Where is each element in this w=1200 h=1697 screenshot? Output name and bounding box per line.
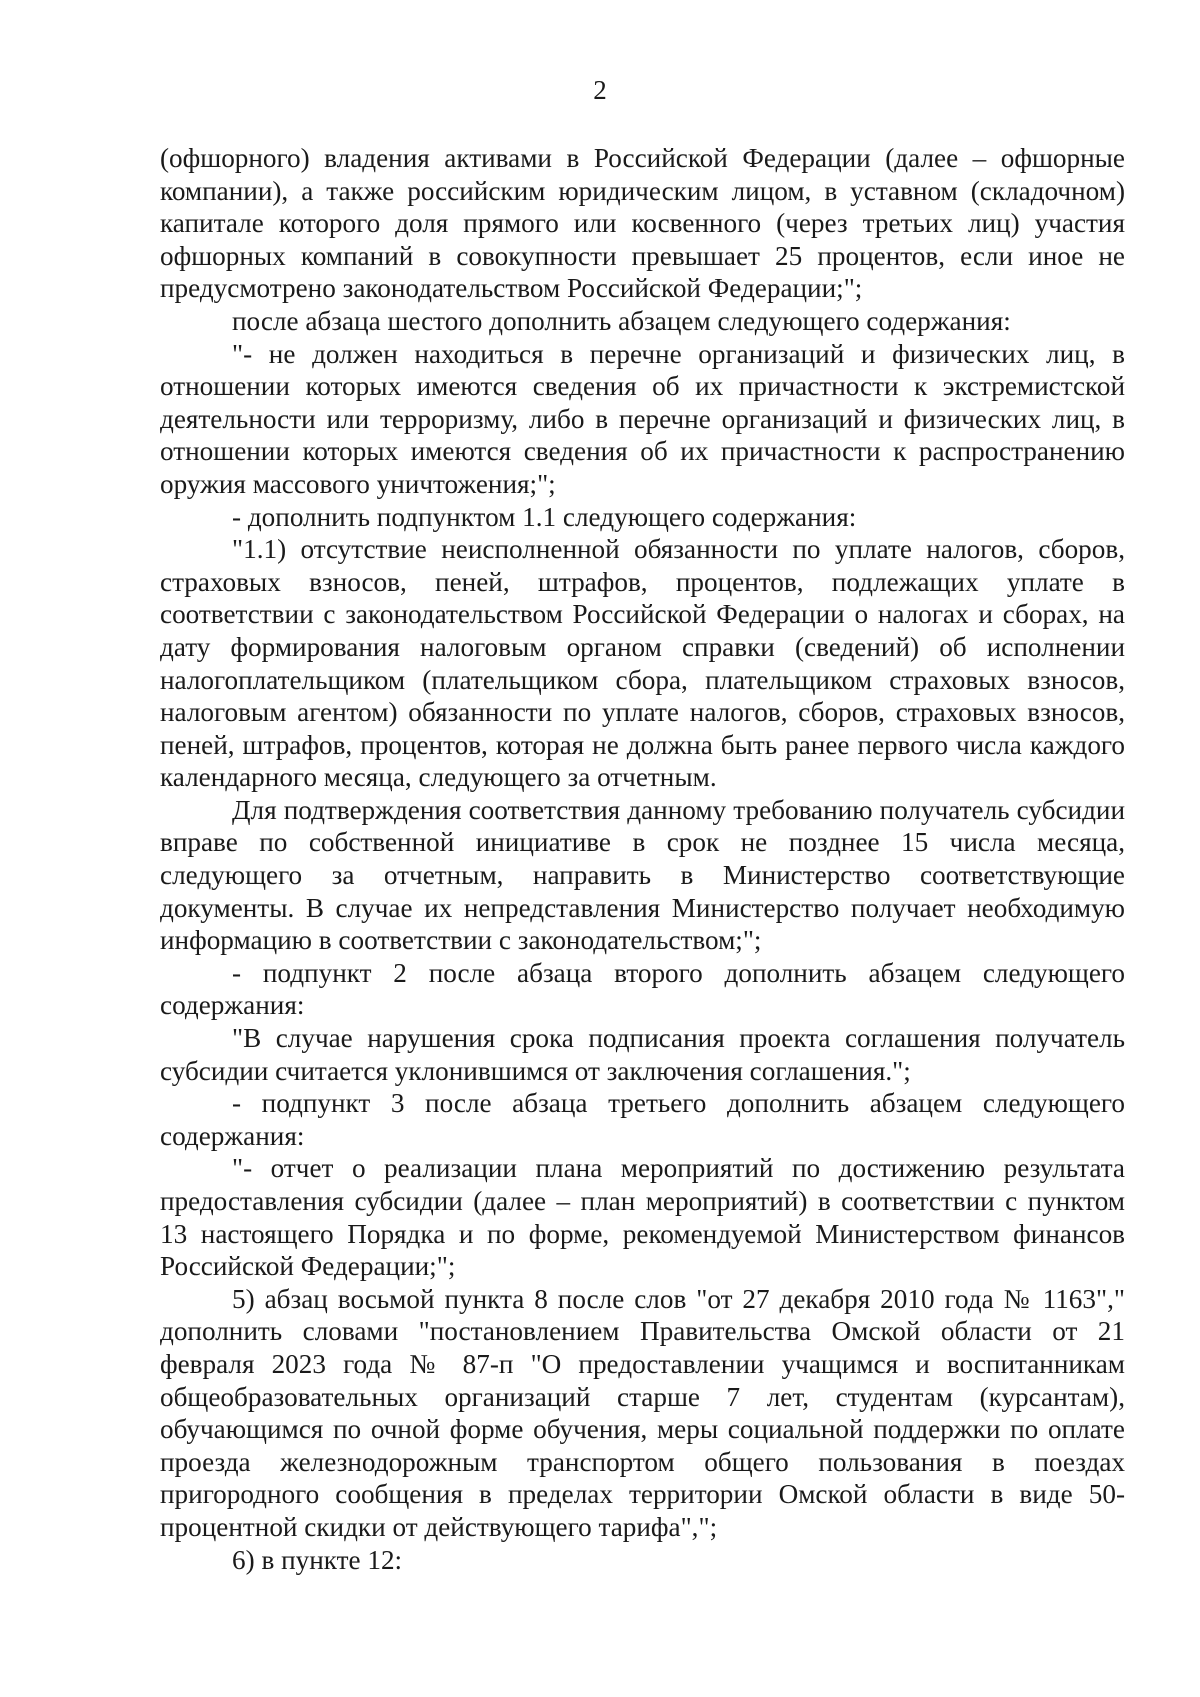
paragraph-after-sixth-instruction: после абзаца шестого дополнить абзацем следующего содержания: bbox=[232, 305, 1011, 336]
paragraph-signing-violation: "В случае нарушения срока подписания проекта соглашения получатель субсидии считается уклонившимся от заключения соглашения."; bbox=[160, 1023, 1125, 1086]
paragraph-confirmation: Для подтверждения соответствия данному требованию получатель субсидии вправе по собственной инициативе в срок не позднее 15 числа месяца, следующего за отчетным, направить в Министерство соответствующие документы. В случае их непредставления Министерство получает необходимую информацию в соответствии с законодательством;"; bbox=[160, 794, 1125, 956]
paragraph-extremism-requirement: "- не должен находиться в перечне организаций и физических лиц, в отношении которых имеются сведения об их причастности к экстремистской деятельности или терроризму, либо в перечне организаций и физических лиц, в отношении которых имеются сведения об их причастности к распространению оружия массового уничтожения;"; bbox=[160, 338, 1125, 499]
paragraph-report-plan: "- отчет о реализации плана мероприятий по достижению результата предоставления субсидии (далее – план мероприятий) в соответствии с пунктом 13 настоящего Порядка и по форме, рекомендуемой Министерством финансов Российской Федерации;"; bbox=[160, 1153, 1125, 1282]
paragraph-subclause-2-instruction: - подпункт 2 после абзаца второго дополнить абзацем следующего содержания: bbox=[160, 957, 1125, 1021]
paragraph-add-subclause-instruction: - дополнить подпунктом 1.1 следующего содержания: bbox=[232, 501, 857, 532]
page-number: 2 bbox=[593, 75, 607, 105]
paragraph-subclause-3-instruction: - подпункт 3 после абзаца третьего дополнить абзацем следующего содержания: bbox=[160, 1088, 1125, 1151]
paragraph-subclause-1-1: "1.1) отсутствие неисполненной обязанности по уплате налогов, сборов, страховых взносов, пеней, штрафов, процентов, подлежащих уплате в соответствии с законодательством Российской Федерации о налогах и сборах, на дату формирования налоговым органом справки (сведений) об исполнении налогоплательщиком (плательщиком сбора, плательщиком страховых взносов, налоговым агентом) обязанности по уплате налогов, сборов, страховых взносов, пеней, штрафов, процентов, которая не должна быть ранее первого числа каждого календарного месяца, следующего за отчетным. bbox=[160, 534, 1125, 793]
document-body bbox=[160, 142, 1125, 1576]
paragraph-item-5: 5) абзац восьмой пункта 8 после слов "от 27 декабря 2010 года № 1163"," дополнить словами "постановлением Правительства Омской области от 21 февраля 2023 года № 87-п "О предоставлении учащимся и воспитанникам общеобразовательных организаций старше 7 лет, студентам (курсантам), обучающимся по очной форме обучения, меры социальной поддержки по оплате проезда железнодорожным транспортом общего пользования в поездах пригородного сообщения в пределах территории Омской области в виде 50-процентной скидки от действующего тарифа","; bbox=[160, 1283, 1125, 1542]
paragraph-offshore-continuation: (офшорного) владения активами в Российской Федерации (далее – офшорные компании), а также российским юридическим лицом, в уставном (складочном) капитале которого доля прямого или косвенного (через третьих лиц) участия офшорных компаний в совокупности превышает 25 процентов, если иное не предусмотрено законодательством Российской Федерации;"; bbox=[160, 143, 1125, 304]
paragraph-item-6: 6) в пункте 12: bbox=[232, 1544, 403, 1575]
